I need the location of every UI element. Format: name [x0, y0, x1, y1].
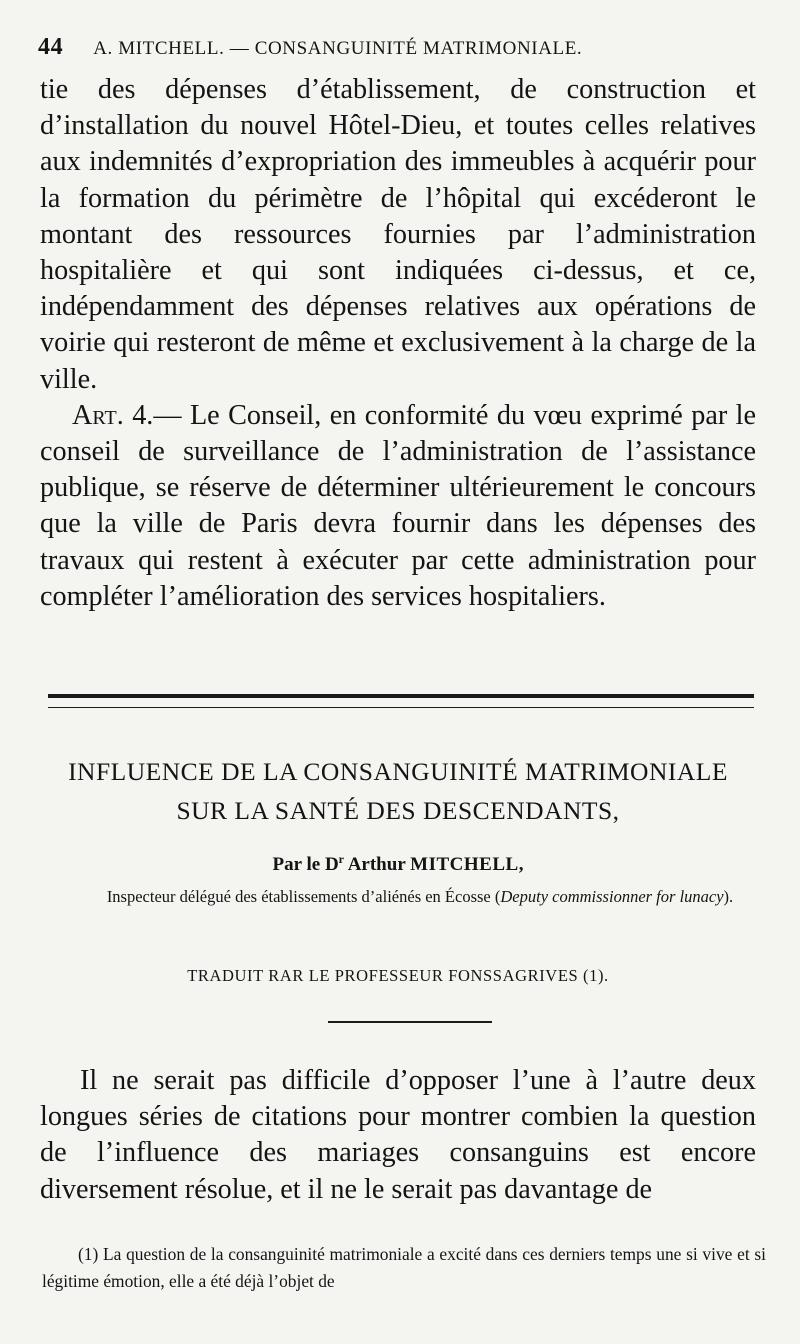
article-paragraph: [40, 398, 756, 615]
article-label: Art. 4.: [72, 399, 154, 431]
article-title-line-1: INFLUENCE DE LA CONSANGUINITÉ MATRIMONIALE: [68, 757, 728, 786]
footnote: [42, 1241, 766, 1295]
article-text: — Le Conseil, en conformité du vœu exprimé par le conseil de surveillance de l’administration de l’assistance publique, se réserve de déterminer ultérieurement le concours que la ville de Paris devra fournir dans les dépenses des travaux qui restent à exécuter par cette administration pour compléter l’amélioration des services hospitaliers.: [40, 399, 756, 612]
running-title: A. MITCHELL. — CONSANGUINITÉ MATRIMONIALE.: [93, 38, 583, 59]
affiliation-close: ).: [723, 887, 734, 906]
continued-paragraph: tie des dépenses d’établissement, de construction et d’installation du nouvel Hôtel-Dieu, et toutes celles relatives aux indemnités d’expropriation des immeubles à acquérir pour la formation du périmètre de l’hôpital qui excéderont le montant des ressources fournies par l’administration hospitalière et qui sont indiquées ci-dessus, et ce, indépendamment des dépenses relatives aux opérations de voirie qui resteront de même et exclusivement à la charge de la ville.: [40, 74, 756, 395]
author-prefix: Par le D: [272, 854, 339, 875]
article-title-line-2: SUR LA SANTÉ DES DESCENDANTS,: [176, 796, 620, 825]
author-affiliation: [70, 884, 770, 910]
intro-paragraph: Il ne serait pas difficile d’opposer l’une à l’autre deux longues séries de citations pour montrer combien la question de l’influence des mariages consanguins est encore diversement résolue, et il ne le serait pas davantage de: [40, 1065, 756, 1205]
author-last-name: MITCHELL: [410, 854, 519, 875]
running-header: [38, 34, 758, 61]
page-number: 44: [38, 34, 64, 60]
short-divider-rule: [328, 1021, 492, 1023]
translator-line: TRADUIT RAR LE PROFESSEUR FONSSAGRIVES (1).: [187, 966, 609, 985]
affiliation-text: Inspecteur délégué des établissements d’aliénés en Écosse (: [106, 887, 501, 906]
footnote-text: (1) La question de la consanguinité matrimoniale a excité dans ces derniers temps une si vive et si légitime émotion, elle a été déjà l’objet de: [42, 1244, 766, 1291]
author-byline: [40, 852, 756, 876]
continued-text-block: [40, 72, 756, 615]
intro-text-block: [40, 1063, 756, 1208]
author-suffix: ,: [518, 854, 524, 875]
author-first-name: Arthur: [347, 854, 406, 875]
affiliation-english-title: Deputy commissionner for lunacy: [500, 887, 724, 906]
section-divider-double-rule: [48, 694, 754, 708]
author-prefix-superscript: r: [338, 852, 344, 866]
